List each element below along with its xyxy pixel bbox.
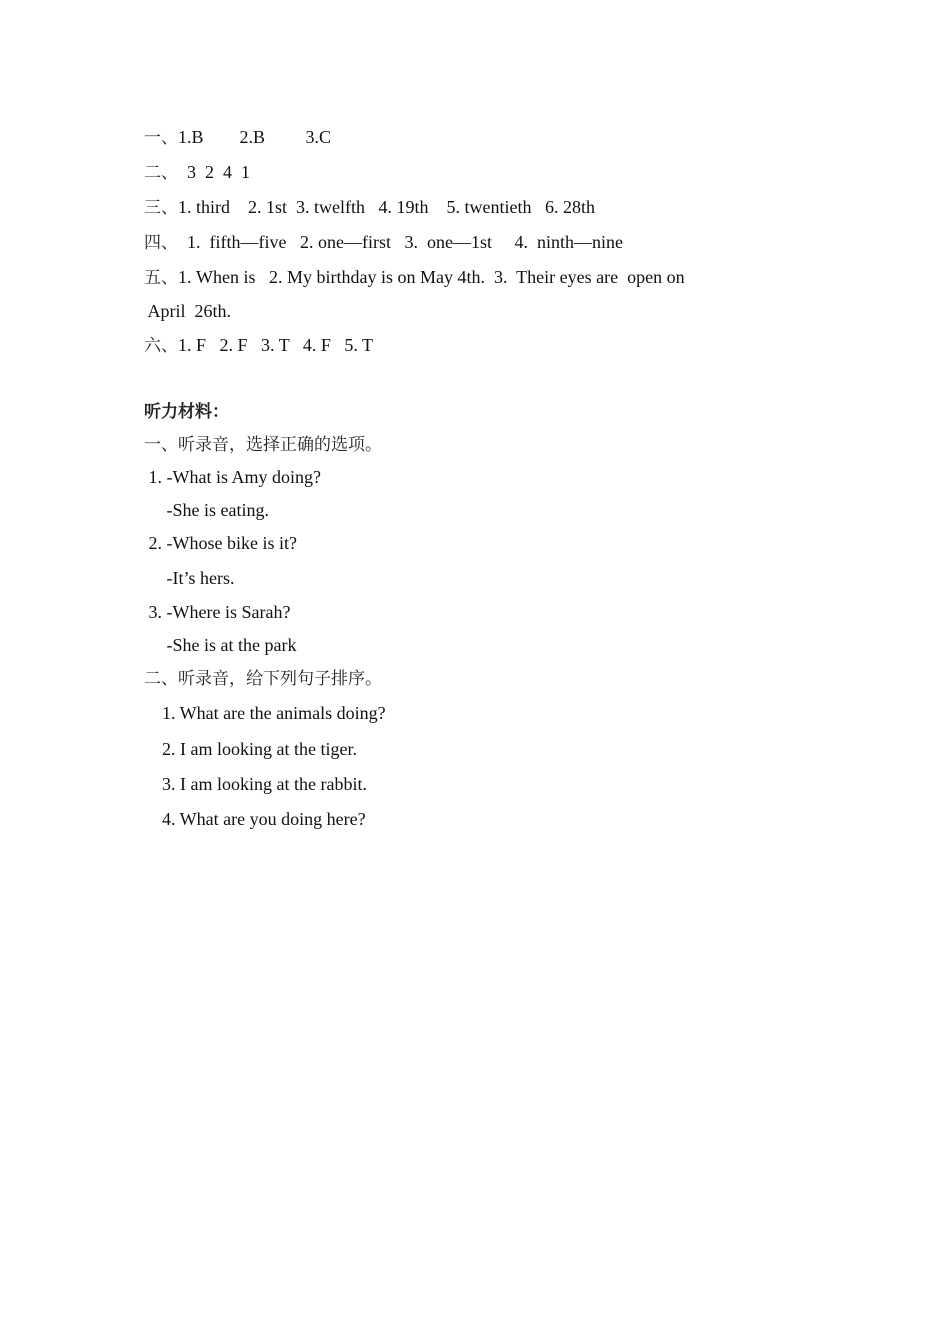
section-1-line: -It’s hers. [144,568,235,588]
section-2-line: 2. I am looking at the tiger. [144,739,357,759]
section-1-line: -She is eating. [144,500,269,520]
answer-text-5-continued: April 26th. [144,301,232,321]
answer-line-5-continued [144,300,231,322]
section-1-title: 一、听录音，选择正确的选项。 [144,435,382,455]
answer-text-1: 1.B 2.B 3.C [178,127,332,147]
answer-prefix-4: 四、 [144,233,178,253]
answer-line-2 [144,161,250,184]
section-1-line: 2. -Whose bike is it? [144,533,297,553]
section-1-line: 1. -What is Amy doing? [144,467,321,487]
section-2-title: 二、听录音，给下列句子排序。 [144,669,382,689]
answer-line-4 [144,231,623,254]
answer-text-2: 3 2 4 1 [178,162,250,182]
answer-line-6 [144,334,373,357]
answer-text-6: 1. F 2. F 3. T 4. F 5. T [178,335,374,355]
section-2-line: 3. I am looking at the rabbit. [144,774,367,794]
section-1-line: 3. -Where is Sarah? [144,602,291,622]
answer-prefix-5: 五、 [144,268,178,288]
answer-prefix-3: 三、 [144,198,178,218]
section-2-line: 4. What are you doing here? [144,809,366,829]
answer-line-5 [144,266,685,289]
answer-text-3: 1. third 2. 1st 3. twelfth 4. 19th 5. twentieth 6. 28th [178,197,595,217]
answer-prefix-2: 二、 [144,163,178,183]
listening-heading: 听力材料： [144,402,229,422]
answer-prefix-6: 六、 [144,336,178,356]
section-1-line: -She is at the park [144,635,297,655]
answer-line-3 [144,196,595,219]
section-2-line: 1. What are the animals doing? [144,703,386,723]
answer-prefix-1: 一、 [144,128,178,148]
answer-text-5: 1. When is 2. My birthday is on May 4th. 3. Their eyes are open on [178,267,685,287]
answer-line-1 [144,126,331,149]
answer-text-4: 1. fifth—five 2. one—first 3. one—1st 4. ninth—nine [178,232,623,252]
